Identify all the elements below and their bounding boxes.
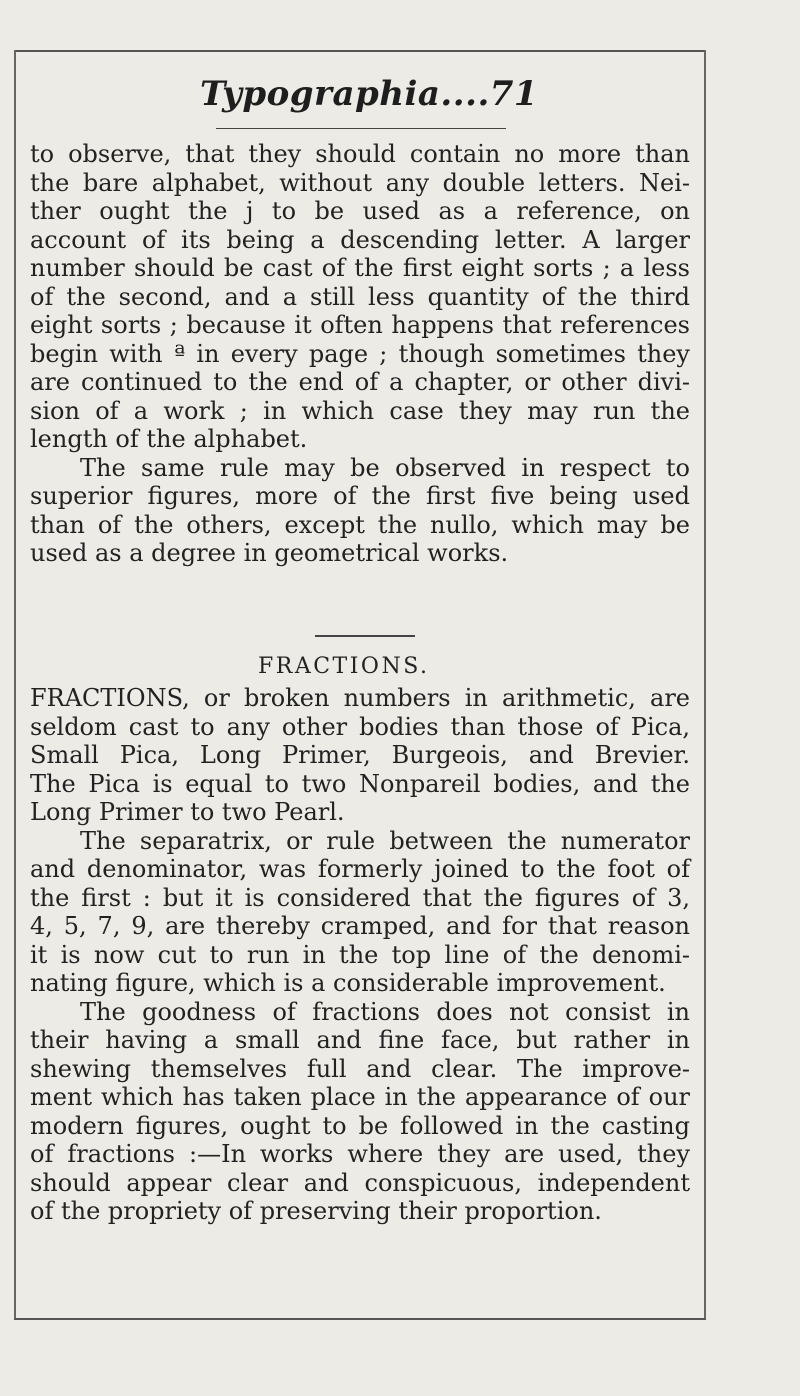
right-border-rule	[704, 50, 706, 1320]
text-line: sion of a work ; in which case they may run the	[30, 396, 690, 425]
section-title: FRACTIONS.	[258, 654, 430, 679]
paragraph-5	[30, 998, 690, 1226]
text-line: nating figure, which is a considerable improvement.	[30, 969, 666, 997]
text-line: should appear clear and conspicuous, independent	[30, 1168, 690, 1197]
text-line: the bare alphabet, without any double letters. Nei-	[30, 168, 690, 197]
running-head: Typographia....71	[200, 74, 539, 114]
left-border-rule	[14, 50, 16, 1320]
text-line: The same rule may be observed in respect to	[80, 453, 690, 482]
text-line: superior figures, more of the first five being used	[30, 482, 690, 510]
paragraph-3	[30, 684, 690, 827]
text-line: are continued to the end of a chapter, or other divi-	[30, 368, 690, 396]
paragraph-2	[30, 454, 690, 568]
text-line: The Pica is equal to two Nonpareil bodies, and the	[30, 769, 690, 798]
text-line: the first : but it is considered that the figures of 3,	[30, 883, 690, 912]
paragraph-4	[30, 827, 690, 998]
running-head-rule	[216, 128, 506, 129]
text-line: Small Pica, Long Primer, Burgeois, and Brevier.	[30, 741, 690, 769]
text-line: their having a small and fine face, but rather in	[30, 1026, 690, 1054]
text-line: to observe, that they should contain no more than	[30, 140, 690, 168]
text-line: and denominator, was formerly joined to the foot of	[30, 855, 690, 883]
text-line: seldom cast to any other bodies than those of Pica,	[30, 712, 690, 741]
text-line: FRACTIONS, or broken numbers in arithmetic, are	[30, 684, 690, 712]
text-line: The goodness of fractions does not consist in	[80, 997, 690, 1026]
text-line: eight sorts ; because it often happens that references	[30, 311, 690, 339]
paragraph-1	[30, 140, 690, 454]
text-line: of fractions :—In works where they are used, they	[30, 1140, 690, 1168]
text-line: it is now cut to run in the top line of the denomi-	[30, 940, 690, 969]
text-line: account of its being a descending letter. A larger	[30, 225, 690, 254]
top-border-rule	[14, 50, 704, 52]
text-line: shewing themselves full and clear. The improve-	[30, 1054, 690, 1083]
text-line: ther ought the j to be used as a reference, on	[30, 197, 690, 225]
text-line: used as a degree in geometrical works.	[30, 539, 509, 567]
text-line: begin with ª in every page ; though sometimes they	[30, 339, 690, 368]
text-line: The separatrix, or rule between the numerator	[80, 826, 690, 855]
text-line: Long Primer to two Pearl.	[30, 798, 345, 826]
text-line: than of the others, except the nullo, which may be	[30, 510, 690, 539]
text-line: modern figures, ought to be followed in the casting	[30, 1111, 690, 1140]
text-line: number should be cast of the first eight sorts ; a less	[30, 254, 690, 282]
text-line: of the propriety of preserving their proportion.	[30, 1197, 602, 1225]
text-line: length of the alphabet.	[30, 425, 308, 453]
section-divider-rule	[315, 635, 415, 637]
text-line: of the second, and a still less quantity of the third	[30, 282, 690, 311]
bottom-border-rule	[14, 1318, 706, 1320]
text-line: ment which has taken place in the appearance of our	[30, 1083, 690, 1111]
text-line: 4, 5, 7, 9, are thereby cramped, and for that reason	[30, 912, 690, 940]
